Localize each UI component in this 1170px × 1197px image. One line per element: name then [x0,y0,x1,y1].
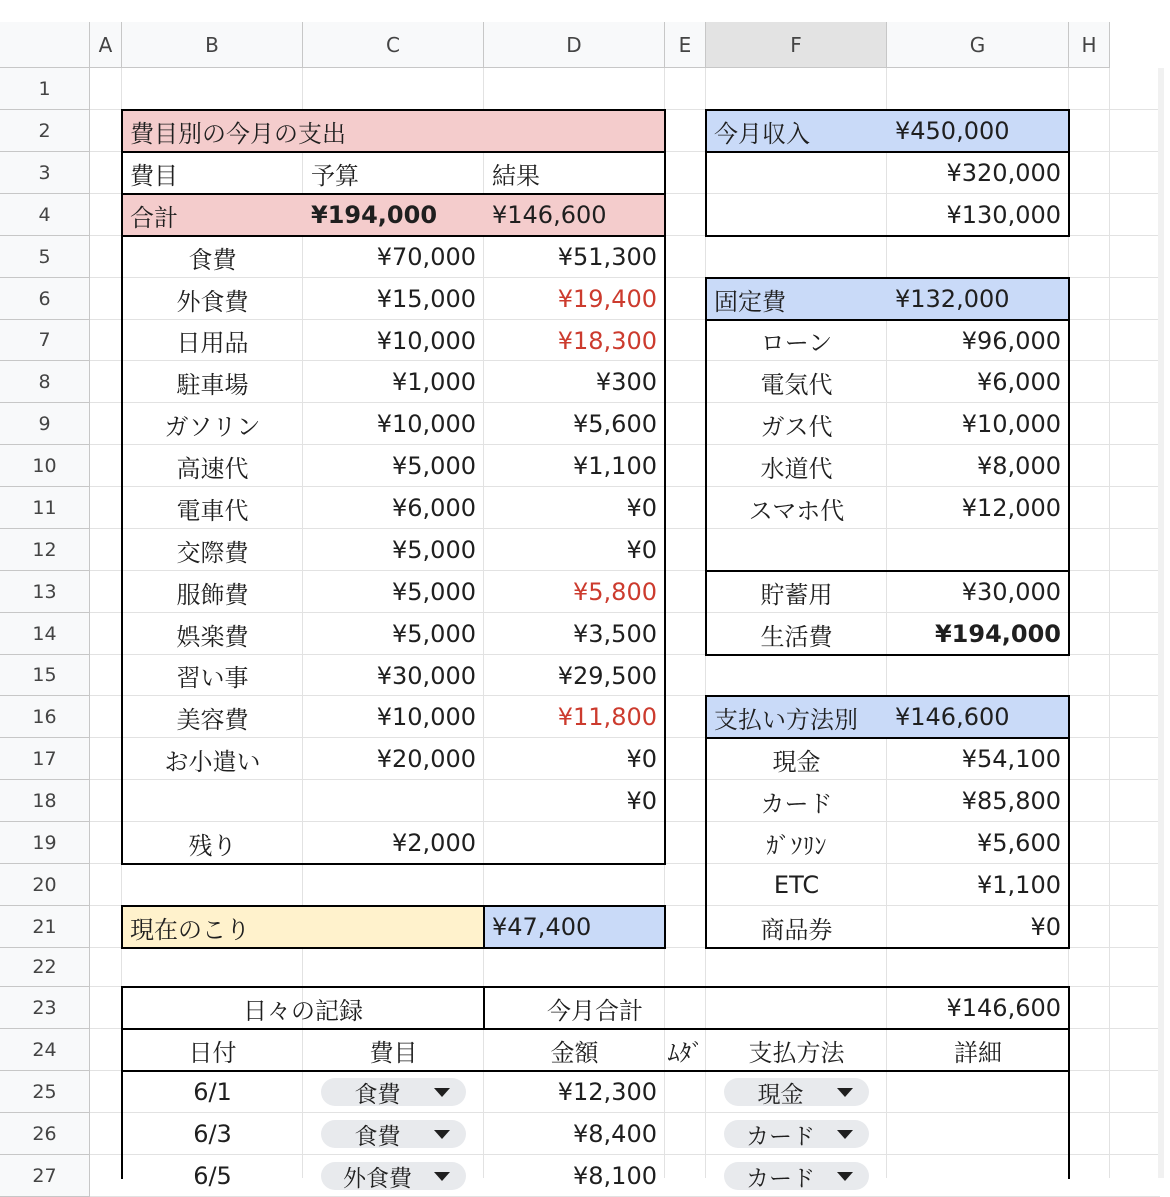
column-header-h[interactable]: H [1069,22,1110,68]
dropdown-arrow-icon[interactable] [837,1130,853,1139]
row-header-7[interactable]: 7 [0,320,90,361]
expense-item-budget[interactable]: ¥10,000 [376,703,476,731]
dropdown-arrow-icon[interactable] [837,1088,853,1097]
fixed-item-name[interactable]: ローン [760,329,833,357]
expense-item-result[interactable]: ¥0 [626,536,657,564]
expense-item-result[interactable]: ¥19,400 [557,285,657,313]
expense-item-name[interactable]: 交際費 [176,538,249,567]
payment-item-value[interactable]: ¥1,100 [977,871,1061,899]
row-header-27[interactable]: 27 [0,1155,90,1197]
savings-value[interactable]: ¥30,000 [961,578,1061,606]
border-h [705,109,1070,111]
payment-item-name[interactable]: ｶﾞｿﾘﾝ [766,831,827,860]
border-v [483,986,485,1030]
column-header-f[interactable]: F [706,22,887,68]
row-header-5[interactable]: 5 [0,236,90,278]
payment-label[interactable]: 支払い方法別 [706,696,887,738]
record-item-dropdown-label: 食費 [354,1123,401,1150]
fixed-value[interactable]: ¥132,000 [887,278,1069,320]
expense-item-budget[interactable] [303,780,484,822]
border-v [664,109,666,865]
expense-item-result[interactable]: ¥11,800 [557,703,657,731]
income-value[interactable]: ¥450,000 [887,110,1069,152]
month-total-label[interactable]: 今月合計 [547,996,643,1025]
row-header-26[interactable]: 26 [0,1113,90,1155]
border-h [705,319,1070,321]
border-h [121,986,1070,988]
record-amount[interactable]: ¥12,300 [557,1078,657,1106]
expense-item-name[interactable]: 食費 [188,245,237,274]
vertical-scrollbar[interactable] [1158,68,1164,1178]
column-header-d[interactable]: D [484,22,665,68]
record-item-dropdown-label: 外食費 [343,1165,412,1192]
income-line[interactable]: ¥320,000 [946,159,1061,187]
border-v [705,277,707,656]
border-h [121,1028,1070,1030]
row-header-4[interactable]: 4 [0,194,90,236]
row-header-11[interactable]: 11 [0,487,90,529]
row-header-2[interactable]: 2 [0,110,90,152]
payment-item-name[interactable]: 現金 [772,747,821,776]
expenses-title[interactable]: 費目別の今月の支出 [122,110,665,152]
record-method-dropdown[interactable] [724,1078,869,1106]
expense-item-budget[interactable]: ¥70,000 [376,243,476,271]
expense-item-name[interactable]: 外食費 [176,287,249,316]
payment-value[interactable]: ¥146,600 [887,696,1069,738]
row-header-17[interactable]: 17 [0,738,90,780]
border-h [705,737,1070,739]
expense-item-budget[interactable]: ¥5,000 [392,620,476,648]
payment-item-name[interactable]: カード [760,789,833,818]
row-header-9[interactable]: 9 [0,403,90,445]
expense-item-budget[interactable]: ¥10,000 [376,326,476,355]
expense-item-result[interactable]: ¥0 [626,745,657,773]
fixed-item-value[interactable]: ¥10,000 [961,410,1061,438]
record-date[interactable]: 6/3 [193,1120,232,1148]
expense-item-budget[interactable]: ¥5,000 [392,536,476,564]
current-left-value[interactable]: ¥47,400 [484,906,665,948]
fixed-item-name[interactable]: ガス代 [760,412,833,441]
living-label[interactable]: 生活費 [760,622,833,651]
income-line[interactable]: ¥130,000 [946,201,1061,229]
expense-item-result[interactable]: ¥51,300 [557,243,657,271]
dropdown-arrow-icon[interactable] [434,1088,450,1097]
fixed-item-value[interactable]: ¥12,000 [961,494,1061,522]
border-v [705,695,707,949]
month-total-value[interactable]: ¥146,600 [946,994,1061,1022]
living-value[interactable]: ¥194,000 [934,620,1061,648]
expense-item-name[interactable]: 高速代 [176,454,249,483]
record-item-dropdown[interactable] [321,1162,466,1190]
expenses-header-budget[interactable]: 予算 [311,161,359,190]
column-header-e[interactable]: E [665,22,706,68]
column-header-b[interactable]: B [122,22,303,68]
income-label[interactable]: 今月収入 [706,110,887,152]
daily-header-item[interactable]: 費目 [369,1038,418,1067]
record-amount[interactable]: ¥8,400 [573,1120,657,1148]
border-v [483,905,485,949]
row-header-20[interactable]: 20 [0,864,90,906]
fixed-item-value[interactable]: ¥6,000 [977,368,1061,396]
expenses-header-item[interactable]: 費目 [130,161,178,190]
expense-item-result[interactable]: ¥0 [626,494,657,522]
row-header-22[interactable]: 22 [0,948,90,987]
payment-item-value[interactable]: ¥0 [1030,913,1061,941]
border-v [664,905,666,949]
border-v [1068,986,1070,1179]
border-h [705,235,1070,237]
row-header-13[interactable]: 13 [0,571,90,613]
row-header-21[interactable]: 21 [0,906,90,948]
expenses-total-label[interactable]: 合計 [122,194,303,236]
border-h [705,947,1070,949]
expense-item-result[interactable]: ¥300 [595,368,657,396]
expense-item-budget[interactable]: ¥1,000 [392,368,476,396]
expenses-total-result[interactable]: ¥146,600 [484,194,665,236]
border-v [1068,695,1070,949]
expense-item-budget[interactable]: ¥6,000 [392,494,476,522]
record-item-dropdown[interactable] [321,1120,466,1148]
row-header-10[interactable]: 10 [0,445,90,487]
row-header-24[interactable]: 24 [0,1029,90,1071]
border-v [705,109,707,237]
border-h [121,235,666,237]
expense-item-result[interactable]: ¥0 [626,787,657,815]
row-header-15[interactable]: 15 [0,655,90,696]
expense-item-name[interactable]: ガソリン [164,412,261,441]
border-v [1068,277,1070,656]
record-method-dropdown-label: カード [746,1165,815,1192]
record-date[interactable]: 6/5 [193,1162,232,1190]
expense-item-budget[interactable]: ¥15,000 [376,285,476,313]
payment-item-name[interactable]: ETC [773,871,820,899]
expense-item-name[interactable]: 服飾費 [176,580,249,609]
expense-item-name[interactable]: 習い事 [176,664,249,692]
row-header-14[interactable]: 14 [0,613,90,655]
expenses-total-budget[interactable]: ¥194,000 [303,194,484,236]
row-header-8[interactable]: 8 [0,361,90,403]
record-item-dropdown-label: 食費 [354,1081,401,1108]
row-header-19[interactable]: 19 [0,822,90,864]
payment-item-value[interactable]: ¥85,800 [961,787,1061,815]
dropdown-arrow-icon[interactable] [434,1172,450,1181]
record-item-dropdown[interactable] [321,1078,466,1106]
column-header-g[interactable]: G [887,22,1069,68]
row-header-6[interactable]: 6 [0,278,90,320]
expense-item-name[interactable]: 娯楽費 [176,622,249,651]
daily-header-amount[interactable]: 金額 [550,1038,599,1067]
fixed-item-name[interactable]: スマホ代 [748,496,845,525]
border-h [121,947,666,949]
row-header-25[interactable]: 25 [0,1071,90,1113]
border-h [121,193,666,195]
remaining-label[interactable]: 残り [188,831,237,860]
remaining-budget[interactable]: ¥2,000 [392,829,476,857]
expense-item-name[interactable]: 駐車場 [176,370,249,399]
payment-item-value[interactable]: ¥5,600 [977,829,1061,857]
expense-item-budget[interactable]: ¥30,000 [376,661,476,690]
expense-item-budget[interactable]: ¥10,000 [376,410,476,438]
expense-item-name[interactable]: 美容費 [176,705,249,734]
daily-header-method[interactable]: 支払方法 [748,1038,845,1067]
expense-item-result[interactable]: ¥3,500 [573,620,657,648]
expense-item-result[interactable]: ¥5,600 [573,410,657,438]
fixed-item-name[interactable]: 水道代 [760,454,833,483]
expense-item-budget[interactable]: ¥20,000 [376,745,476,773]
fixed-item-value[interactable]: ¥8,000 [977,452,1061,480]
fixed-label[interactable]: 固定費 [706,278,887,320]
daily-header-waste[interactable]: ﾑﾀﾞ [667,1038,704,1067]
fixed-item-name[interactable]: 電気代 [760,370,833,399]
payment-item-value[interactable]: ¥54,100 [961,745,1061,773]
row-header-16[interactable]: 16 [0,696,90,738]
toolbar-strip [0,0,1170,22]
row-header-18[interactable]: 18 [0,780,90,822]
record-method-dropdown[interactable] [724,1120,869,1148]
record-method-dropdown-label: 現金 [757,1081,804,1108]
border-v [1068,109,1070,237]
border-h [121,151,666,153]
daily-title[interactable]: 日々の記録 [243,996,363,1025]
row-header-23[interactable]: 23 [0,987,90,1029]
expense-item-budget[interactable]: ¥5,000 [392,578,476,606]
expense-item-result[interactable]: ¥18,300 [557,326,657,355]
record-method-dropdown-label: カード [746,1123,815,1150]
expense-item-result[interactable]: ¥29,500 [557,661,657,690]
border-h [705,654,1070,656]
border-h [121,905,666,907]
expense-item-name[interactable]: 日用品 [176,329,249,357]
border-h [121,109,666,111]
expense-item-result[interactable]: ¥5,800 [573,578,657,606]
column-header-a[interactable]: A [90,22,122,68]
row-header-3[interactable]: 3 [0,152,90,194]
row-header-1[interactable]: 1 [0,68,90,110]
current-left-label[interactable]: 現在のこり [122,906,484,948]
savings-label[interactable]: 貯蓄用 [760,580,833,609]
dropdown-arrow-icon[interactable] [434,1130,450,1139]
expense-item-name[interactable] [122,780,303,822]
select-all-corner[interactable] [0,22,90,68]
daily-header-date[interactable]: 日付 [188,1038,237,1067]
record-method-dropdown[interactable] [724,1162,869,1190]
dropdown-arrow-icon[interactable] [837,1172,853,1181]
fixed-item-value[interactable]: ¥96,000 [961,326,1061,355]
record-date[interactable]: 6/1 [193,1078,232,1106]
border-v [121,905,123,949]
row-header-12[interactable]: 12 [0,529,90,571]
border-h [121,1070,1070,1072]
border-h [121,863,666,865]
expenses-header-result[interactable]: 結果 [492,161,540,190]
border-h [705,277,1070,279]
border-v [121,109,123,865]
expense-item-result[interactable]: ¥1,100 [573,452,657,480]
expense-item-name[interactable]: 電車代 [176,496,249,525]
daily-header-detail[interactable]: 詳細 [954,1038,1002,1067]
border-h [705,151,1070,153]
expense-item-name[interactable]: お小遣い [164,747,261,776]
border-v [121,986,123,1179]
record-amount[interactable]: ¥8,100 [573,1162,657,1190]
border-h [705,570,1070,572]
expense-item-budget[interactable]: ¥5,000 [392,452,476,480]
payment-item-name[interactable]: 商品券 [760,915,833,944]
border-h [705,695,1070,697]
column-header-c[interactable]: C [303,22,484,68]
